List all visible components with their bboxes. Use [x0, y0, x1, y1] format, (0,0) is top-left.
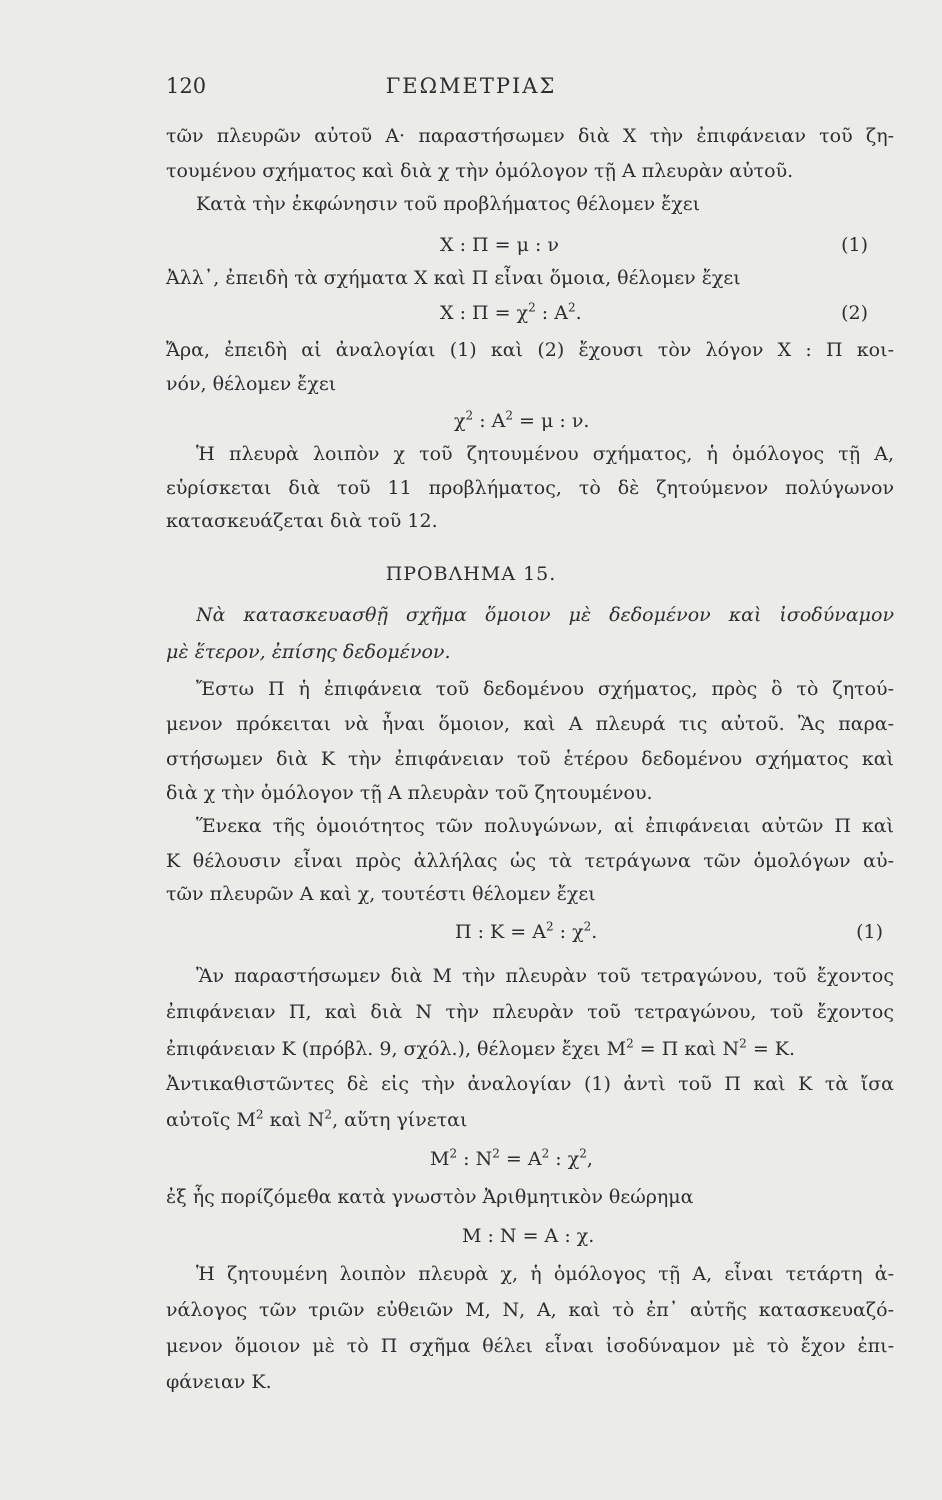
text-line: εὑρίσκεται διὰ τοῦ 11 προβλήματος, τὸ δὲ ζητούμενον πολύγωνον — [166, 477, 894, 499]
text-line: μενον ὅμοιον μὲ τὸ Π σχῆμα θέλει εἶναι ἰσοδύναμον μὲ τὸ ἔχον ἐπι- — [166, 1335, 894, 1357]
running-title: ΓΕΩΜΕΤΡΙΑΣ — [385, 74, 557, 98]
text-line: τουμένου σχήματος καὶ διὰ χ τὴν ὁμόλογον τῇ Α πλευρὰν αὐτοῦ. — [166, 160, 794, 182]
equation-1 — [440, 231, 880, 259]
equation-2: Χ : $\Pi = \chi^2$ : $A^2$. (2) — [440, 299, 880, 327]
equation-number: (1) — [841, 234, 868, 256]
text-line: μενον πρόκειται νὰ ἦναι ὅμοιον, καὶ Α πλευρά τις αὐτοῦ. Ἂς παρα- — [166, 713, 894, 735]
text-line: ἐπιφάνειαν Π, καὶ διὰ Ν τὴν πλευρὰν τοῦ τετραγώνου, τοῦ ἔχοντος — [166, 1001, 894, 1023]
text-line: φάνειαν Κ. — [166, 1371, 272, 1393]
equation-3: $\chi^2$ : $A^2 = \mu$ : ν. — [454, 408, 590, 432]
text-line: Ἄρα, ἐπειδὴ αἱ ἀναλογίαι (1) καὶ (2) ἔχουσι τὸν λόγον Χ : Π κοι- — [166, 339, 894, 361]
text-line: στήσωμεν διὰ Κ τὴν ἐπιφάνειαν τοῦ ἑτέρου δεδομένου σχήματος καὶ — [166, 748, 894, 770]
equation-5: $M^2$ : $N^2 = A^2$ : $\chi^2$, — [430, 1146, 593, 1170]
text-line: Ἔστω Π ἡ ἐπιφάνεια τοῦ δεδομένου σχήματος, πρὸς ὃ τὸ ζητού- — [196, 678, 894, 700]
text-line: Ἡ ζητουμένη λοιπὸν πλευρὰ χ, ἡ ὁμόλογος τῇ Α, εἶναι τετάρτη ἀ- — [196, 1263, 894, 1285]
text-line: Κατὰ τὴν ἐκφώνησιν τοῦ προβλήματος θέλομεν ἔχει — [196, 193, 701, 215]
equation-number: (1) — [856, 921, 883, 943]
equation-text: Χ : Π = μ : ν — [440, 234, 559, 256]
text-line: Ἂν παραστήσωμεν διὰ Μ τὴν πλευρὰν τοῦ τετραγώνου, τοῦ ἔχοντος — [196, 965, 894, 987]
text-line: νόν, θέλομεν ἔχει — [166, 373, 337, 395]
problem-statement: μὲ ἕτερον, ἐπίσης δεδομένον. — [166, 641, 451, 663]
problem-statement: Νὰ κατασκευασθῇ σχῆμα ὅμοιον μὲ δεδομένον καὶ ἰσοδύναμον — [196, 604, 894, 626]
text-line: Ἀντικαθιστῶντες δὲ εἰς τὴν ἀναλογίαν (1) ἀντὶ τοῦ Π καὶ Κ τὰ ἴσα — [166, 1073, 894, 1095]
text-line: αὐτοῖς $M^2$ καὶ $N^2$, αὕτη γίνεται — [166, 1107, 468, 1131]
text-line: διὰ χ τὴν ὁμόλογον τῇ Α πλευρὰν τοῦ ζητουμένου. — [166, 782, 653, 804]
text-line: κατασκευάζεται διὰ τοῦ 12. — [166, 510, 438, 532]
equation-4: Π : $K = A^2$ : $\chi^2$. (1) — [455, 918, 895, 946]
text-line: ἐξ ἧς πορίζόμεθα κατὰ γνωστὸν Ἀριθμητικὸν θεώρημα — [166, 1186, 694, 1208]
text-line: ἐπιφάνειαν Κ (πρόβλ. 9, σχόλ.), θέλομεν ἔχει $M^2 = \Pi$ καὶ $N^2 = K$. — [166, 1036, 796, 1060]
text-line: τῶν πλευρῶν αὐτοῦ Α· παραστήσωμεν διὰ Χ τὴν ἐπιφάνειαν τοῦ ζη- — [166, 125, 894, 147]
text-line: τῶν πλευρῶν Α καὶ χ, τουτέστι θέλομεν ἔχει — [166, 883, 596, 905]
page-number: 120 — [166, 74, 207, 98]
text-line: Ἡ πλευρὰ λοιπὸν χ τοῦ ζητουμένου σχήματος, ἡ ὁμόλογος τῇ Α, — [196, 443, 894, 465]
equation-6: Μ : Ν = Α : χ. — [462, 1225, 595, 1247]
equation-number: (2) — [841, 302, 868, 324]
problem-heading: ΠΡΟΒΛΗΜΑ 15. — [385, 563, 557, 585]
text-line: Κ θέλουσιν εἶναι πρὸς ἀλλήλας ὡς τὰ τετράγωνα τῶν ὁμολόγων αὐ- — [166, 850, 894, 872]
text-line: Ἀλλ᾽, ἐπειδὴ τὰ σχήματα Χ καὶ Π εἶναι ὅμοια, θέλομεν ἔχει — [166, 267, 741, 289]
text-line: Ἕνεκα τῆς ὁμοιότητος τῶν πολυγώνων, αἱ ἐπιφάνειαι αὐτῶν Π καὶ — [196, 815, 894, 837]
text-line: νάλογος τῶν τριῶν εὐθειῶν Μ, Ν, Α, καὶ τὸ ἐπ᾽ αὐτῆς κατασκευαζό- — [166, 1299, 894, 1321]
